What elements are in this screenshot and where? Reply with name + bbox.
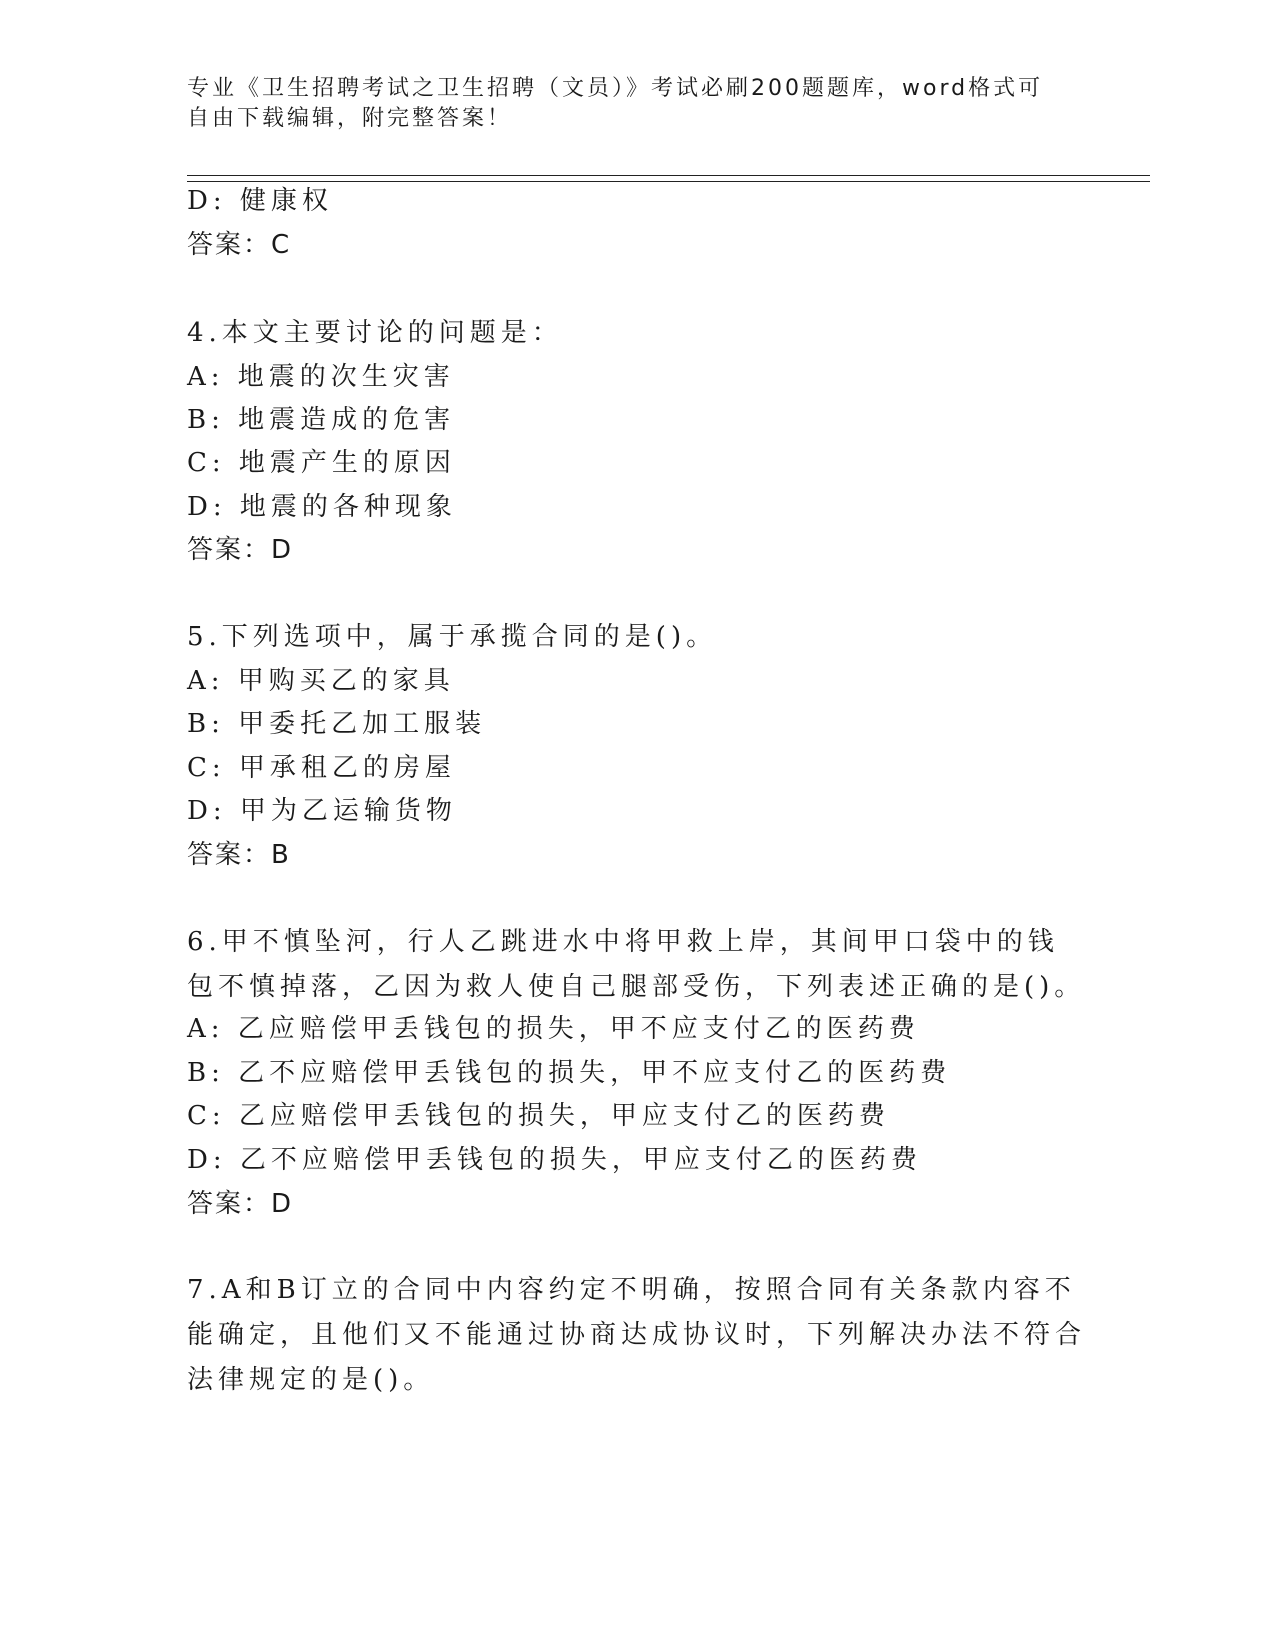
q6-option-a: A: 乙应赔偿甲丢钱包的损失，甲不应支付乙的医药费	[187, 1014, 920, 1044]
q3-option-d: D: 健康权	[187, 186, 333, 216]
q3-answer: 答案：C	[187, 230, 292, 260]
header-divider-top	[187, 175, 1150, 176]
q4-answer: 答案：D	[187, 535, 294, 565]
q5-option-c: C: 甲承租乙的房屋	[187, 753, 456, 783]
q4-stem: 4.本文主要讨论的问题是：	[187, 318, 563, 348]
q4-option-c: C: 地震产生的原因	[187, 448, 456, 478]
q7-stem: 7.A和B订立的合同中内容约定不明确，按照合同有关条款内容不能确定，且他们又不能通过协商达成协议时，下列解决办法不符合法律规定的是()。	[187, 1275, 1087, 1395]
q5-answer: 答案：B	[187, 840, 291, 870]
q4-option-d: D: 地震的各种现象	[187, 492, 457, 522]
q6-stem: 6.甲不慎坠河，行人乙跳进水中将甲救上岸，其间甲口袋中的钱包不慎掉落，乙因为救人使自己腿部受伤，下列表述正确的是()。	[187, 927, 1086, 1002]
q5-option-d: D: 甲为乙运输货物	[187, 796, 457, 826]
q4-option-b: B: 地震造成的危害	[187, 405, 456, 435]
document-header: 专业《卫生招聘考试之卫生招聘（文员）》考试必刷200题题库，word格式可自由下载编辑，附完整答案！	[187, 76, 1044, 131]
q4-option-a: A: 地震的次生灾害	[187, 362, 455, 392]
q6-answer: 答案：D	[187, 1189, 294, 1219]
q6-option-c: C: 乙应赔偿甲丢钱包的损失，甲应支付乙的医药费	[187, 1101, 890, 1131]
header-divider-bottom	[187, 181, 1150, 182]
q5-option-a: A: 甲购买乙的家具	[187, 666, 455, 696]
q5-stem: 5.下列选项中，属于承揽合同的是()。	[187, 622, 718, 652]
q5-option-b: B: 甲委托乙加工服装	[187, 709, 487, 739]
q6-option-b: B: 乙不应赔偿甲丢钱包的损失，甲不应支付乙的医药费	[187, 1058, 952, 1088]
q6-option-d: D: 乙不应赔偿甲丢钱包的损失，甲应支付乙的医药费	[187, 1145, 922, 1175]
